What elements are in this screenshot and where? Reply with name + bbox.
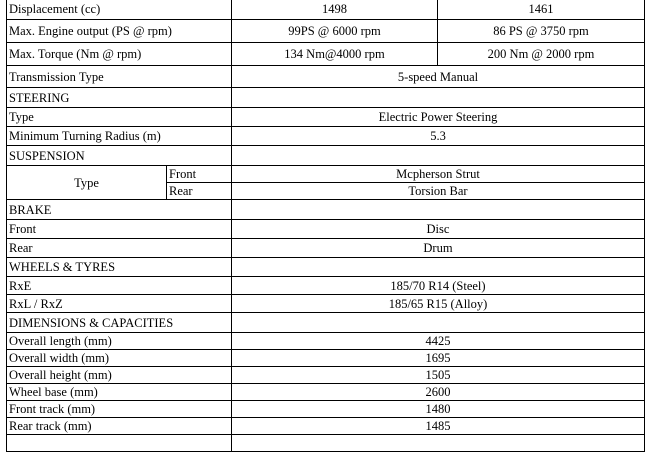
transmission-label: Transmission Type xyxy=(7,66,232,88)
row-engine-output xyxy=(7,20,645,43)
steering-type-value: Electric Power Steering xyxy=(232,108,645,127)
suspension-front-label: Front xyxy=(167,166,232,183)
dimensions-heading: DIMENSIONS & CAPACITIES xyxy=(7,313,232,333)
steering-type-label: Type xyxy=(7,108,232,127)
brake-heading: BRAKE xyxy=(7,200,232,220)
wheels-heading-blank xyxy=(232,258,645,277)
row-torque xyxy=(7,43,645,66)
displacement-diesel: 1461 xyxy=(438,0,645,20)
section-steering xyxy=(7,88,645,108)
cut-off-value xyxy=(232,435,645,452)
spec-table xyxy=(6,0,645,452)
row-dim-width xyxy=(7,350,645,367)
dim-value: 1485 xyxy=(232,418,645,435)
engine-output-petrol: 99PS @ 6000 rpm xyxy=(232,20,438,43)
brake-front-value: Disc xyxy=(232,220,645,239)
turning-radius-label: Minimum Turning Radius (m) xyxy=(7,127,232,146)
suspension-heading-blank xyxy=(232,146,645,166)
row-turning-radius xyxy=(7,127,645,146)
brake-heading-blank xyxy=(232,200,645,220)
row-displacement xyxy=(7,0,645,20)
engine-output-label: Max. Engine output (PS @ rpm) xyxy=(7,20,232,43)
wheels-rxe-value: 185/70 R14 (Steel) xyxy=(232,277,645,295)
row-suspension-front xyxy=(7,166,645,183)
dim-label: Overall width (mm) xyxy=(7,350,232,367)
dim-value: 4425 xyxy=(232,333,645,350)
displacement-petrol: 1498 xyxy=(232,0,438,20)
dim-value: 2600 xyxy=(232,384,645,401)
torque-diesel: 200 Nm @ 2000 rpm xyxy=(438,43,645,66)
steering-heading-blank xyxy=(232,88,645,108)
dim-value: 1695 xyxy=(232,350,645,367)
row-dim-front-track xyxy=(7,401,645,418)
suspension-heading: SUSPENSION xyxy=(7,146,232,166)
row-transmission xyxy=(7,66,645,88)
row-dim-rear-track xyxy=(7,418,645,435)
row-dim-length xyxy=(7,333,645,350)
steering-heading: STEERING xyxy=(7,88,232,108)
transmission-value: 5-speed Manual xyxy=(232,66,645,88)
cut-off-label xyxy=(7,435,232,452)
torque-label: Max. Torque (Nm @ rpm) xyxy=(7,43,232,66)
dim-label: Overall length (mm) xyxy=(7,333,232,350)
engine-output-diesel: 86 PS @ 3750 rpm xyxy=(438,20,645,43)
section-wheels xyxy=(7,258,645,277)
displacement-label: Displacement (cc) xyxy=(7,0,232,20)
row-wheels-rxe xyxy=(7,277,645,295)
dim-label: Front track (mm) xyxy=(7,401,232,418)
section-dimensions xyxy=(7,313,645,333)
dim-label: Wheel base (mm) xyxy=(7,384,232,401)
suspension-rear-value: Torsion Bar xyxy=(232,183,645,200)
dim-value: 1505 xyxy=(232,367,645,384)
suspension-rear-label: Rear xyxy=(167,183,232,200)
section-suspension xyxy=(7,146,645,166)
brake-front-label: Front xyxy=(7,220,232,239)
brake-rear-label: Rear xyxy=(7,239,232,258)
torque-petrol: 134 Nm@4000 rpm xyxy=(232,43,438,66)
wheels-rxl-label: RxL / RxZ xyxy=(7,295,232,313)
row-cut-off xyxy=(7,435,645,452)
brake-rear-value: Drum xyxy=(232,239,645,258)
section-brake xyxy=(7,200,645,220)
wheels-heading: WHEELS & TYRES xyxy=(7,258,232,277)
dimensions-heading-blank xyxy=(232,313,645,333)
dim-label: Rear track (mm) xyxy=(7,418,232,435)
dim-value: 1480 xyxy=(232,401,645,418)
row-dim-height xyxy=(7,367,645,384)
row-wheels-rxl xyxy=(7,295,645,313)
turning-radius-value: 5.3 xyxy=(232,127,645,146)
row-steering-type xyxy=(7,108,645,127)
wheels-rxl-value: 185/65 R15 (Alloy) xyxy=(232,295,645,313)
row-brake-rear xyxy=(7,239,645,258)
suspension-type-label: Type xyxy=(7,166,167,200)
dim-label: Overall height (mm) xyxy=(7,367,232,384)
row-dim-wheelbase xyxy=(7,384,645,401)
row-brake-front xyxy=(7,220,645,239)
wheels-rxe-label: RxE xyxy=(7,277,232,295)
suspension-front-value: Mcpherson Strut xyxy=(232,166,645,183)
